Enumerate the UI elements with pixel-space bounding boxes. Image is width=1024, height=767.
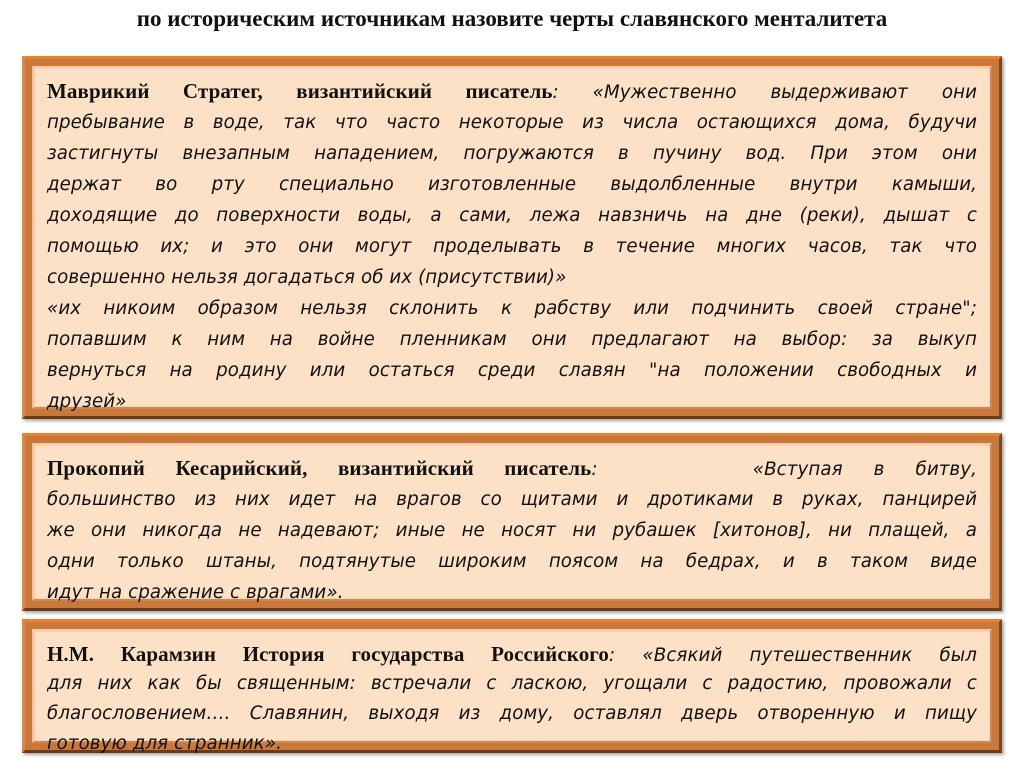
quote-line: идут на сражение с врагами». xyxy=(47,582,344,603)
quote-text xyxy=(47,76,977,417)
quote-line-text: : «Вступая в битву, xyxy=(591,459,977,480)
quote-box-procopius xyxy=(22,433,1002,611)
quote-author: Маврикий Стратег, византийский писатель xyxy=(47,79,553,103)
quote-line: доходящие до поверхности воды, а сами, лежа навзничь на дне (реки), дышат с xyxy=(47,205,977,226)
quote-line: попавшим к ним на войне пленникам они предлагают на выбор: за выкуп xyxy=(47,329,977,350)
quote-line: совершенно нельзя догадаться об их (присутствии)» xyxy=(47,267,567,288)
quote-line: «их никоим образом нельзя склонить к рабству или подчинить своей стране"; xyxy=(47,298,977,319)
quote-text xyxy=(47,639,977,759)
quote-line: для них как бы священным: встречали с ласкою, угощали с радостию, провожали с xyxy=(47,673,977,694)
quote-line xyxy=(47,453,977,484)
quote-box-karamzin xyxy=(22,619,1002,753)
quote-author: Н.М. Карамзин История государства Российского xyxy=(47,642,610,666)
quote-line: пребывание в воде, так что часто некоторые из числа остающихся дома, будучи xyxy=(47,112,977,133)
quote-author: Прокопий Кесарийский, византийский писатель xyxy=(47,456,592,480)
quote-line: держат во рту специально изготовленные выдолбленные внутри камыши, xyxy=(47,174,977,195)
quote-text xyxy=(47,453,977,608)
quote-line xyxy=(47,76,977,107)
quote-line: друзей» xyxy=(47,391,127,412)
quote-line xyxy=(47,639,977,669)
slide-title: по историческим источникам назовите черты славянского менталитета xyxy=(136,6,888,31)
quote-line-text: : «Мужественно выдерживают они xyxy=(552,82,977,103)
quote-line: большинство из них идет на врагов со щитами и дротиками в руках, панцирей xyxy=(47,489,977,510)
quote-line: вернуться на родину или остаться среди славян "на положении свободных и xyxy=(47,360,977,381)
quote-line: застигнуты внезапным нападением, погружаются в пучину вод. При этом они xyxy=(47,143,977,164)
quote-line-text: : «Всякий путешественник был xyxy=(609,645,977,666)
quote-line: же они никогда не надевают; иные не носят ни рубашек [хитонов], ни плащей, а xyxy=(47,520,977,541)
quote-line: помощью их; и это они могут проделывать в течение многих часов, так что xyxy=(47,236,977,257)
quote-box-maurice xyxy=(22,56,1002,419)
quote-line: одни только штаны, подтянутые широким поясом на бедрах, и в таком виде xyxy=(47,551,977,572)
quote-line: готовую для странник». xyxy=(47,733,282,754)
quote-line: благословением…. Славянин, выходя из дому, оставлял дверь отворенную и пищу xyxy=(47,703,977,724)
